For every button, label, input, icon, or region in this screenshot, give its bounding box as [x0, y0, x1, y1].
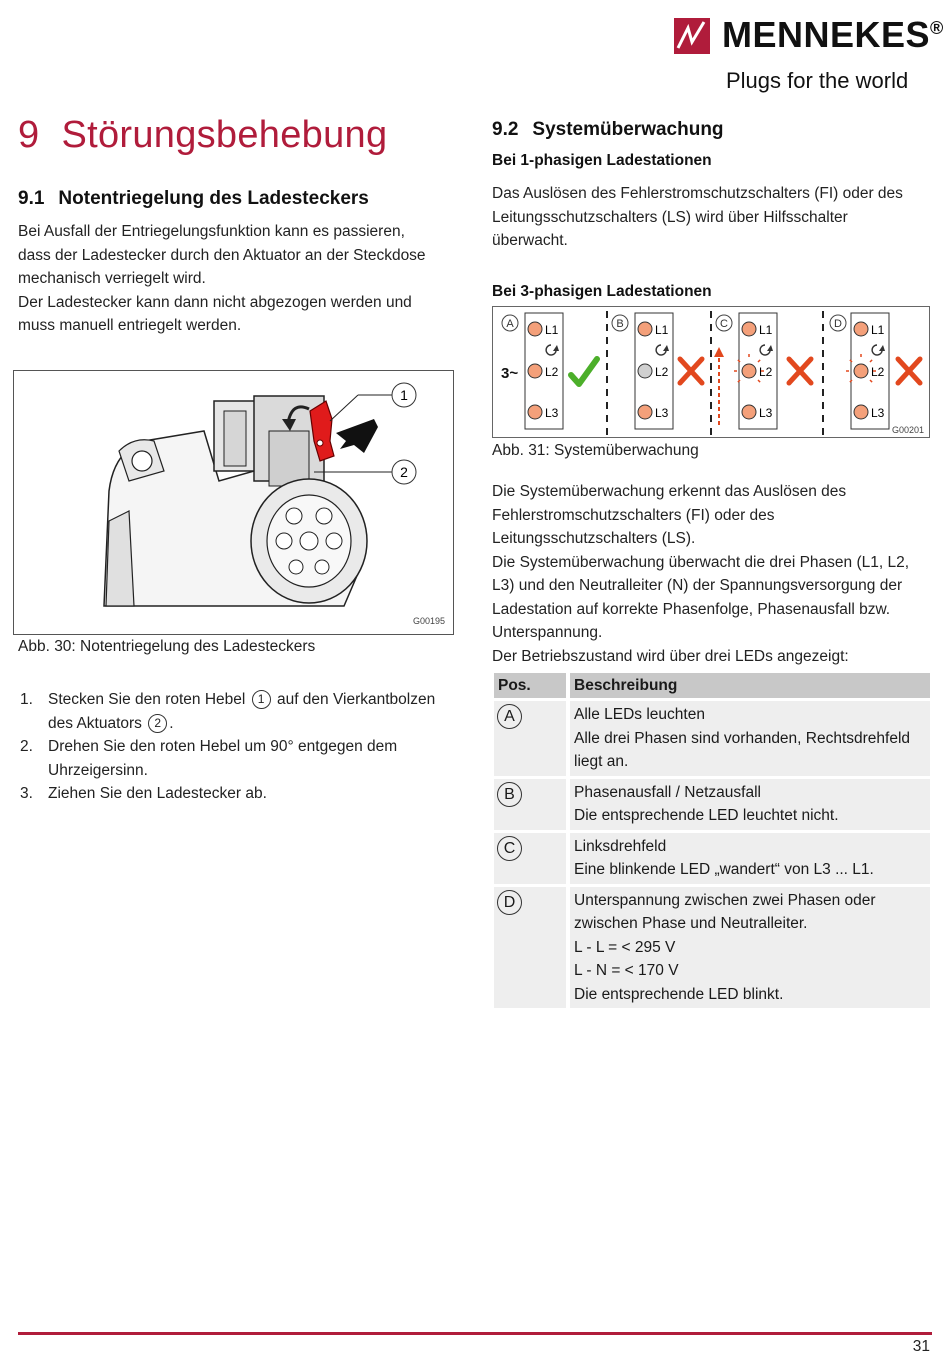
footer-divider [18, 1332, 932, 1335]
system-monitoring-diagram [493, 307, 931, 439]
chapter-title: 9 Störungsbehebung [18, 114, 388, 156]
svg-text:L1: L1 [759, 323, 773, 337]
figure-system-monitoring [492, 306, 930, 438]
svg-text:L2: L2 [545, 365, 559, 379]
svg-text:L2: L2 [871, 365, 885, 379]
check-icon [571, 359, 597, 384]
figure-code: G00195 [412, 616, 445, 626]
list-item: 1. Stecken Sie den roten Hebel 1 auf den Vierkantbolzen des Aktuators 2 . [20, 691, 436, 732]
svg-text:L2: L2 [759, 365, 773, 379]
column-header-pos: Pos. [494, 673, 566, 698]
phase-label: 3~ [501, 365, 519, 382]
sub-heading-1-phase: Bei 1-phasigen Ladestationen [492, 152, 712, 169]
pos-badge: C [497, 836, 522, 861]
brand-name: MENNEKES® [722, 14, 944, 55]
cross-icon [680, 359, 702, 383]
panel-b-label: B [616, 318, 624, 330]
one-phase-text: Das Auslösen des Fehlerstromschutzschalters (FI) oder des Leitungsschutzschalters (LS) wird über Hilfsschalter überwacht. [492, 185, 903, 249]
pos-badge: A [497, 704, 522, 729]
table-row: B Phasenausfall / Netzausfall Die entsprechende LED leuchtet nicht. [494, 779, 930, 830]
svg-text:L3: L3 [759, 406, 773, 420]
svg-text:L3: L3 [871, 406, 885, 420]
section-9-2-heading: 9.2 Systemüberwachung [492, 119, 724, 140]
page-number: 31 [912, 1338, 930, 1355]
mennekes-logo-icon [674, 18, 710, 54]
cross-icon [898, 359, 920, 383]
panel-c-label: C [720, 318, 728, 330]
table-row: C Linksdrehfeld Eine blinkende LED „wandert“ von L3 ... L1. [494, 833, 930, 884]
brand-logo [674, 14, 944, 104]
svg-text:L1: L1 [655, 323, 669, 337]
table-header-row [494, 673, 930, 698]
pos-badge: D [497, 890, 522, 915]
sub-heading-3-phase: Bei 3-phasigen Ladestationen [492, 283, 712, 300]
svg-text:L1: L1 [545, 323, 559, 337]
list-item: 2. Drehen Sie den roten Hebel um 90° entgegen dem Uhrzeigersinn. [20, 738, 398, 779]
figure-emergency-release [13, 370, 454, 635]
emergency-release-illustration [14, 371, 454, 635]
svg-text:L3: L3 [545, 406, 559, 420]
release-steps [18, 688, 468, 806]
figure-code: G00201 [891, 425, 924, 435]
table-row: D Unterspannung zwischen zwei Phasen oder zwischen Phase und Neutralleiter. L - L = < 295 V L - N = < 170 V Die entsprechende LED blinkt. [494, 887, 930, 1009]
system-monitoring-text: Die Systemüberwachung erkennt das Auslösen des Fehlerstromschutzschalters (FI) oder des Leitungsschutzschalters (LS). Die Systemüberwachung überwacht die drei Phasen (L1, L2, L3) und den Neutralleiter (N) der Spannungsversorgung der Ladestation auf korrekte Phasenfolge, Phasenausfall bzw. Unterspannung. Der Betriebszustand wird über drei LEDs angezeigt: [492, 483, 910, 665]
panel-a-label: A [506, 318, 514, 330]
svg-text:L1: L1 [871, 323, 885, 337]
pos-badge: B [497, 782, 522, 807]
brand-tagline: Plugs for the world [726, 68, 909, 93]
table-row: A Alle LEDs leuchten Alle drei Phasen sind vorhanden, Rechtsdrehfeld liegt an. [494, 701, 930, 776]
panel-d-label: D [834, 318, 842, 330]
cross-icon [789, 359, 811, 383]
list-item: 3. Ziehen Sie den Ladestecker ab. [20, 785, 267, 802]
section-9-1-text: Bei Ausfall der Entriegelungsfunktion kann es passieren, dass der Ladestecker durch den Aktuator an der Steckdose mechanisch verriegelt wird. Der Ladestecker kann dann nicht abgezogen werden und muss manuell entriegelt werden. [18, 223, 426, 334]
svg-text:L3: L3 [655, 406, 669, 420]
figure-30-caption: Abb. 30: Notentriegelung des Ladesteckers [18, 638, 316, 655]
callout-1: 1 [400, 387, 408, 403]
callout-2: 2 [400, 464, 408, 480]
figure-31-caption: Abb. 31: Systemüberwachung [492, 442, 699, 459]
column-header-description: Beschreibung [566, 673, 930, 698]
svg-text:L2: L2 [655, 365, 669, 379]
led-status-table [494, 670, 930, 1011]
section-9-1-heading: 9.1 Notentriegelung des Ladesteckers [18, 188, 369, 209]
